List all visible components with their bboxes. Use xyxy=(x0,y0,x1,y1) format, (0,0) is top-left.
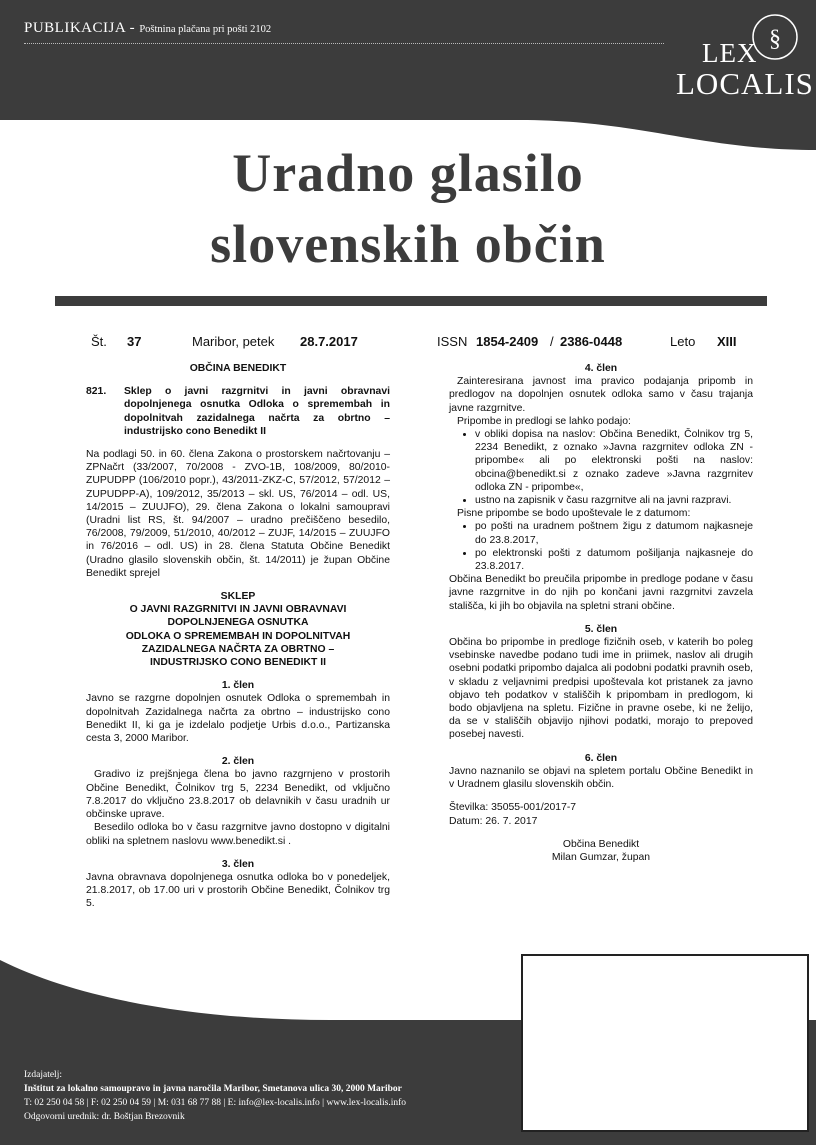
article-6-heading: 6. člen xyxy=(584,752,618,764)
signature-organization: Občina Benedikt xyxy=(562,838,640,850)
article-4-heading: 4. člen xyxy=(584,363,618,374)
signature-name: Milan Gumzar, župan xyxy=(551,851,651,863)
article-4-paragraph-1: Zainteresirana javnost ima pravico podajanja pripomb in predlogov na dopolnjen osnutek odloka samo v času trajanja javne razgrnitve. xyxy=(449,376,753,414)
article-2-paragraph-2: Besedilo odloka bo v času razgrnitve javno dostopno v digitalni obliki na spletnem naslovu www.benedikt.si . xyxy=(86,822,390,847)
list-item: • v obliki dopisa na naslov: Občina Benedikt, Čolnikov trg 5, 2234 Benedikt, z oznako »Javna razgrnitev odloka ZN - pripombe« ali po elektronski pošti na naslov: obcina@benedikt.si z oznako zadeve »Javna razgrnitev odloka ZN - pripombe«, xyxy=(475,428,753,494)
item-number: 821. xyxy=(86,386,107,398)
decision-title-line: SKLEP xyxy=(220,591,256,603)
title-rule xyxy=(55,296,767,306)
article-3-heading: 3. člen xyxy=(221,858,255,870)
header-divider xyxy=(24,43,664,44)
decision-title-line: ZAZIDALNEGA NAČRTA ZA OBRTNO – xyxy=(141,643,335,655)
logo-lex: LEX xyxy=(702,38,758,68)
issn-value2: 2386-0448 xyxy=(560,334,623,349)
decision-title xyxy=(86,590,390,669)
footer-info xyxy=(24,1068,406,1124)
document-date: Datum: 26. 7. 2017 xyxy=(449,815,538,827)
logo-symbol: § xyxy=(769,26,781,52)
article-4-paragraph-4: Občina Benedikt bo preučila pripombe in predloge podane v času javne razgrnitve in do njih po končani javni razgrnitvi zavzela stališča, ki jih bo objavila na spletni strani občine. xyxy=(449,574,753,612)
article-1-heading: 1. člen xyxy=(221,680,255,692)
article-6-text: Javno naznanilo se objavi na spletem portalu Občine Benedikt in v Uradnem glasilu slovenskih občin. xyxy=(449,765,753,791)
issue-number: 37 xyxy=(127,334,142,349)
decision-title-line: O JAVNI RAZGRNITVI IN JAVNI OBRAVNAVI xyxy=(129,604,347,616)
document-number: Številka: 35055-001/2017-7 xyxy=(449,802,577,814)
logo-localis: LOCALIS xyxy=(676,66,814,101)
preamble: Na podlagi 50. in 60. člena Zakona o prostorskem načrtovanju – ZPNačrt (33/2007, 70/2008 - ZVO-1B, 108/2009, 80/2010-ZUPUDPP (106/2010 popr.), 43/2011-ZKZ-C, 57/2012, 57/2012 – ZUPUDPP-A), 109/2012, 35/2013 – skl. US, 76/2014 – odl. US, 14/2015 – ZUUJFO), 29. člena Zakona o lokalni samoupravi (Uradni list RS, št. 94/2007 – uradno prečiščeno besedilo, 76/2008, 79/2009, 51/2010, 40/2012 – ZUJF, 14/2015 – ZUUJFO in 76/2016 – odl. US) in 28. člena Statuta Občine Benedikt (Uradno glasilo slovenskih občin, št. 14/2011) je župan Občine Benedikt sprejel xyxy=(86,449,390,579)
issue-number-label: Št. xyxy=(91,334,107,349)
article-2-paragraph-1: Gradivo iz prejšnjega člena bo javno razgrnjeno v prostorih Občine Benedikt, Čolnikov trg 5, 2234 Benedikt, od vključno 7.8.2017 do vključno 23.8.2017 ob delavnikih v času uradnih ur občinske uprave. xyxy=(86,769,390,821)
article-4-paragraph-3: Pisne pripombe se bodo upoštevale le z datumom: xyxy=(457,508,691,520)
article-2-heading: 2. člen xyxy=(221,756,255,768)
issue-place: Maribor, petek xyxy=(192,334,275,349)
decision-title-line: DOPOLNJENEGA OSNUTKA xyxy=(167,617,309,629)
right-column xyxy=(449,362,753,864)
stamp-box xyxy=(521,954,809,1132)
list-item: • po pošti na uradnem poštnem žigu z datumom najkasneje do 23.8.2017, xyxy=(475,520,753,546)
article-5-heading: 5. člen xyxy=(584,623,618,635)
section-sign-icon xyxy=(750,12,800,62)
date-rules-list xyxy=(449,520,753,573)
issn-label: ISSN xyxy=(437,334,468,349)
publisher-name: Inštitut za lokalno samoupravo in javna naročila Maribor, Smetanova ulica 30, 2000 Maribor xyxy=(24,1084,402,1094)
publication-word: PUBLIKACIJA - xyxy=(24,20,136,36)
list-item: • ustno na zapisnik v času razgrnitve ali na javni razpravi. xyxy=(475,494,753,507)
list-item: • po elektronski pošti z datumom pošiljanja najkasneje do 23.8.2017. xyxy=(475,547,753,573)
publication-label xyxy=(24,20,271,37)
issn-separator: / xyxy=(550,334,554,349)
submission-methods-list xyxy=(449,428,753,507)
decision-title-line: INDUSTRIJSKO CONO BENEDIKT II xyxy=(149,657,327,669)
year-label: Leto xyxy=(670,334,696,349)
item-title: Sklep o javni razgrnitvi in javni obravnavi dopolnjenega osnutka Odloka o spremembah in dopolnitvah zazidalnega načrta za obrtno – industrijsko cono Benedikt II xyxy=(124,386,390,437)
publisher-contacts: T: 02 250 04 58 | F: 02 250 04 59 | M: 031 68 77 88 | E: info@lex-localis.info | www.lex-localis.info xyxy=(24,1098,407,1108)
header-band xyxy=(0,0,816,150)
journal-title-line1: Uradno glasilo xyxy=(232,143,584,203)
year-value: XIII xyxy=(717,334,737,349)
municipality-heading: OBČINA BENEDIKT xyxy=(189,363,287,374)
article-5-text: Občina bo pripombe in predloge fizičnih oseb, v katerih bo poleg vsebinske navedbe podano tudi ime in priimek, naslov ali drugih osebni podatki pripombo dajalca ali podobni podatki pravnih oseb, v skladu z veljavnimi predpisi upoštevala kot pristanek za javno objavo teh podatkov v stališčih k pripombam in predlogom, ki bodo objavljena na spletu. Fizične in pravne osebe, ki ne želijo, da se v stališčih objavijo njihovi podatki, morajo to prepoved posebej navesti. xyxy=(449,637,753,741)
issue-date: 28.7.2017 xyxy=(300,334,358,349)
article-3-text: Javna obravnava dopolnjenega osnutka odloka bo v ponedeljek, 21.8.2017, ob 17.00 uri v prostorih Občine Benedikt, Čolnikov trg 5. xyxy=(86,871,390,910)
left-column xyxy=(86,362,390,911)
publisher-label: Izdajatelj: xyxy=(24,1070,62,1080)
article-4-paragraph-2: Pripombe in predlogi se lahko podajo: xyxy=(457,415,631,427)
issn-value: 1854-2409 xyxy=(476,334,539,349)
decision-title-line: ODLOKA O SPREMEMBAH IN DOPOLNITVAH xyxy=(125,630,351,642)
item-heading xyxy=(86,385,390,438)
article-1-text: Javno se razgrne dopolnjen osnutek Odloka o spremembah in dopolnitvah Zazidalnega načrta za obrtno – industrijsko cono Benedikt II, ki ga je izdelalo podjetje Urbis d.o.o., Partizanska cesta 3, 2000 Maribor. xyxy=(86,693,390,745)
responsible-editor: Odgovorni urednik: dr. Boštjan Brezovnik xyxy=(24,1112,185,1122)
postage-note: Poštnina plačana pri pošti 2102 xyxy=(139,24,272,35)
journal-title-line2: slovenskih občin xyxy=(210,214,606,274)
